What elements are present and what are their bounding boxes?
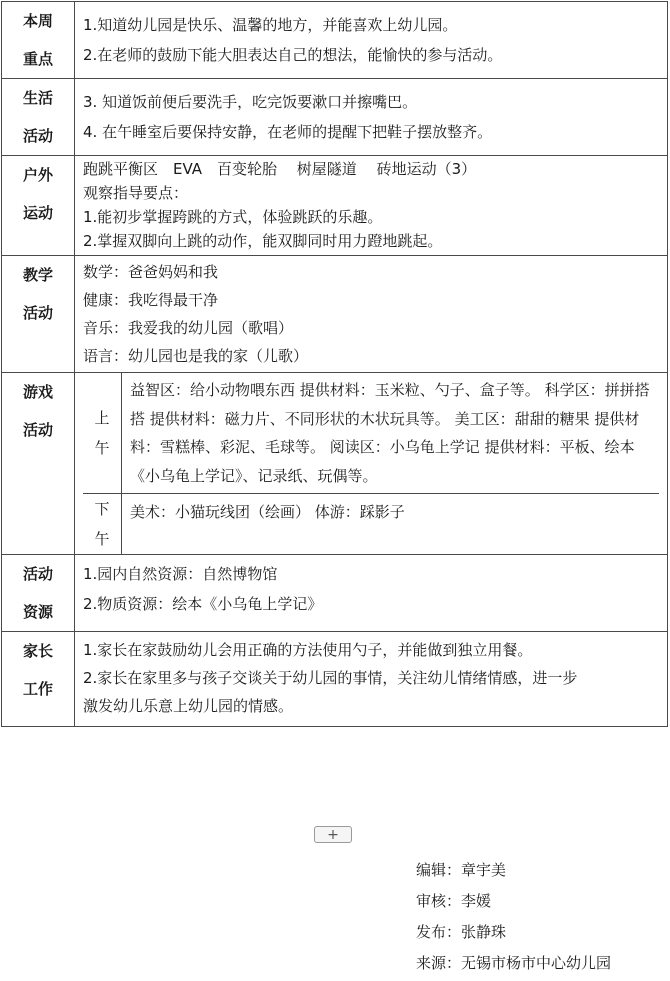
- row-teaching-activity: [2, 256, 668, 373]
- row-label-line: 户外: [22, 166, 53, 184]
- row-label-line: 活动: [22, 421, 53, 439]
- period-label-line: 午: [94, 530, 110, 548]
- row-label-line: 运动: [22, 204, 53, 222]
- content-line: 提供材料：玉米粒、勺子、盒子等。: [299, 381, 540, 399]
- row-label-line: 游戏: [22, 383, 53, 401]
- row-label-line: 教学: [22, 266, 53, 284]
- morning-block: [83, 373, 659, 494]
- period-label: [83, 373, 122, 494]
- row-content: [75, 2, 668, 79]
- content-line: 提供材料：雪糕棒、彩泥、毛球等。: [130, 409, 640, 456]
- row-label: [2, 373, 75, 555]
- content-line: 1.知道幼儿园是快乐、温馨的地方，并能喜欢上幼儿园。: [83, 16, 458, 34]
- content-line: 健康：我吃得最干净: [83, 291, 219, 309]
- afternoon-block: [83, 494, 659, 555]
- content-line: 体游：踩影子: [314, 503, 405, 521]
- content-line: 数学：爸爸妈妈和我: [83, 263, 219, 281]
- content-line: 3. 知道饭前便后要洗手，吃完饭要漱口并擦嘴巴。: [83, 93, 418, 111]
- credit-publisher: 发布：张静珠: [416, 923, 507, 941]
- content-line: 语言：幼儿园也是我的家（儿歌）: [83, 347, 309, 365]
- content-line: 美术：小猫玩线团（绘画）: [130, 503, 311, 521]
- content-line: 科学区：拼拼搭搭: [130, 381, 650, 428]
- credit-source: 来源：无锡市杨市中心幼儿园: [416, 954, 612, 972]
- content-line: 2.在老师的鼓励下能大胆表达自己的想法，能愉快的参与活动。: [83, 46, 503, 64]
- content-line: 音乐：我爱我的幼儿园（歌唱）: [83, 319, 294, 337]
- row-label: [2, 79, 75, 156]
- content-line: 提供材料：磁力片、不同形状的木状玩具等。: [149, 409, 450, 428]
- row-label-line: 家长: [22, 642, 53, 660]
- content-line: 观察指导要点：: [83, 184, 189, 202]
- morning-items: [122, 373, 660, 494]
- row-game-activity: [2, 373, 668, 555]
- afternoon-items: [122, 494, 660, 555]
- content-line: 阅读区：小乌龟上学记: [329, 438, 480, 456]
- row-label-line: 生活: [22, 89, 53, 107]
- row-content: [75, 373, 668, 555]
- content-line: 1.家长在家鼓励幼儿会用正确的方法使用勺子，并能做到独立用餐。: [83, 641, 533, 659]
- row-label: [2, 555, 75, 632]
- weekly-plan-table: [1, 1, 668, 727]
- row-daily-life: [2, 79, 668, 156]
- period-label-line: 上: [94, 409, 110, 427]
- row-activity-resources: [2, 555, 668, 632]
- content-line: 2.掌握双脚向上跳的动作，能双脚同时用力蹬地跳起。: [83, 232, 443, 250]
- content-line: 跑跳平衡区 EVA 百变轮胎 树屋隧道 砖地运动（3）: [83, 160, 477, 178]
- row-label-line: 工作: [22, 680, 53, 698]
- credit-editor: 编辑：章宇美: [416, 861, 507, 879]
- row-content: [75, 79, 668, 156]
- row-label-line: 活动: [22, 127, 53, 145]
- period-label-line: 下: [94, 500, 110, 518]
- period-label-line: 午: [94, 439, 110, 457]
- game-schedule: [83, 373, 659, 554]
- row-content: [75, 632, 668, 727]
- credits-block: [416, 855, 611, 979]
- period-label: [83, 494, 122, 555]
- row-outdoor-exercise: [2, 156, 668, 256]
- row-label-line: 活动: [22, 304, 53, 322]
- credit-reviewer: 审核：李媛: [416, 892, 492, 910]
- add-row-button[interactable]: +: [314, 826, 352, 843]
- content-line: 1.能初步掌握跨跳的方式，体验跳跃的乐趣。: [83, 208, 383, 226]
- content-line: 2.物质资源：绘本《小乌龟上学记》: [83, 595, 323, 613]
- content-line: 激发幼儿乐意上幼儿园的情感。: [83, 697, 294, 715]
- row-content: [75, 156, 668, 256]
- row-label-line: 活动: [22, 565, 53, 583]
- row-content: [75, 256, 668, 373]
- row-label: [2, 156, 75, 256]
- row-label: [2, 256, 75, 373]
- row-label-line: 本周: [22, 12, 53, 30]
- row-parent-work: [2, 632, 668, 727]
- row-label-line: 重点: [22, 50, 53, 68]
- row-label: [2, 2, 75, 79]
- row-label: [2, 632, 75, 727]
- content-line: 美工区：甜甜的糖果: [454, 409, 590, 428]
- content-line: 益智区：给小动物喂东西: [130, 381, 296, 399]
- content-line: 提供材料：平板、绘本《小乌龟上学记》、记录纸、玩偶等。: [130, 438, 635, 485]
- content-line: 4. 在午睡室后要保持安静，在老师的提醒下把鞋子摆放整齐。: [83, 123, 493, 141]
- content-line: 1.园内自然资源：自然博物馆: [83, 565, 278, 583]
- content-line: 2.家长在家里多与孩子交谈关于幼儿园的事情，关注幼儿情绪情感，进一步: [83, 669, 578, 687]
- row-content: [75, 555, 668, 632]
- row-label-line: 资源: [22, 603, 53, 621]
- row-weekly-focus: [2, 2, 668, 79]
